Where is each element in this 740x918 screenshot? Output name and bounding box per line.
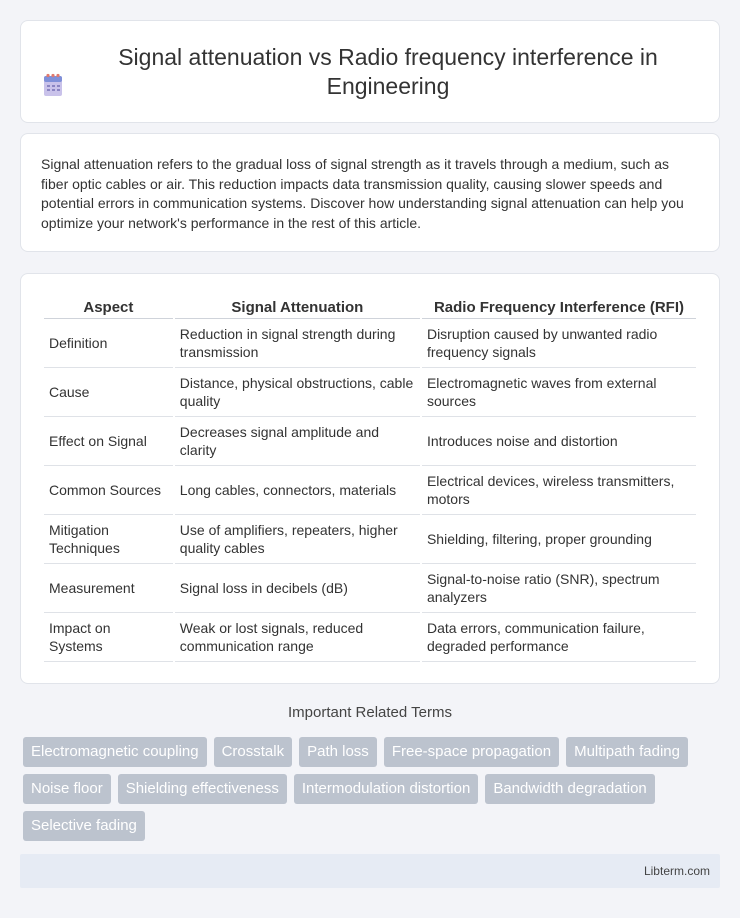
- table-cell: Signal loss in decibels (dB): [175, 564, 420, 613]
- related-term-tag[interactable]: Electromagnetic coupling: [23, 737, 207, 767]
- table-row: [44, 368, 696, 417]
- table-row: [44, 466, 696, 515]
- table-cell: Impact on Systems: [44, 613, 173, 662]
- table-cell: Measurement: [44, 564, 173, 613]
- footer-site-link[interactable]: Libterm.com: [643, 864, 710, 878]
- table-cell: Disruption caused by unwanted radio frequency signals: [422, 319, 696, 368]
- related-term-tag[interactable]: Bandwidth degradation: [485, 774, 654, 804]
- related-term-tag[interactable]: Path loss: [299, 737, 377, 767]
- table-cell: Definition: [44, 319, 173, 368]
- related-term-tag[interactable]: Noise floor: [23, 774, 111, 804]
- header-rfi: Radio Frequency Interference (RFI): [422, 296, 696, 319]
- table-cell: Distance, physical obstructions, cable quality: [175, 368, 420, 417]
- header-aspect: Aspect: [44, 296, 173, 319]
- table-cell: Mitigation Techniques: [44, 515, 173, 564]
- table-cell: Introduces noise and distortion: [422, 417, 696, 466]
- table-cell: Weak or lost signals, reduced communication range: [175, 613, 420, 662]
- title-card: [20, 20, 720, 123]
- page-title: Signal attenuation vs Radio frequency interference in Engineering: [118, 44, 658, 99]
- table-row: [44, 613, 696, 662]
- footer-bar: [20, 854, 720, 888]
- header-signal-attenuation: Signal Attenuation: [175, 296, 420, 319]
- table-row: [44, 417, 696, 466]
- related-term-tag[interactable]: Intermodulation distortion: [294, 774, 478, 804]
- related-term-tag[interactable]: Shielding effectiveness: [118, 774, 287, 804]
- table-cell: Signal-to-noise ratio (SNR), spectrum analyzers: [422, 564, 696, 613]
- table-row: [44, 515, 696, 564]
- table-cell: Reduction in signal strength during transmission: [175, 319, 420, 368]
- table-cell: Common Sources: [44, 466, 173, 515]
- related-term-tag[interactable]: Multipath fading: [566, 737, 688, 767]
- table-cell: Decreases signal amplitude and clarity: [175, 417, 420, 466]
- document-icon: [42, 73, 64, 97]
- table-cell: Data errors, communication failure, degraded performance: [422, 613, 696, 662]
- table-cell: Cause: [44, 368, 173, 417]
- intro-card: [20, 133, 720, 252]
- table-row: [44, 319, 696, 368]
- table-cell: Shielding, filtering, proper grounding: [422, 515, 696, 564]
- table-cell: Effect on Signal: [44, 417, 173, 466]
- table-cell: Long cables, connectors, materials: [175, 466, 420, 515]
- comparison-table: [42, 296, 698, 662]
- table-cell: Use of amplifiers, repeaters, higher quality cables: [175, 515, 420, 564]
- table-cell: Electrical devices, wireless transmitters, motors: [422, 466, 696, 515]
- related-terms-list: [23, 737, 713, 848]
- related-term-tag[interactable]: Selective fading: [23, 811, 145, 841]
- comparison-table-card: [20, 273, 720, 684]
- table-header-row: [44, 296, 696, 319]
- related-term-tag[interactable]: Free-space propagation: [384, 737, 559, 767]
- table-cell: Electromagnetic waves from external sources: [422, 368, 696, 417]
- related-term-tag[interactable]: Crosstalk: [214, 737, 293, 767]
- intro-paragraph: Signal attenuation refers to the gradual loss of signal strength as it travels through a medium, such as fiber optic cables or air. This reduction impacts data transmission quality, causing slower speeds and potential errors in communication systems. Discover how understanding signal attenuation can help you optimize your network's performance in the rest of this article.: [41, 156, 684, 231]
- related-terms-title: Important Related Terms: [288, 704, 452, 721]
- table-row: [44, 564, 696, 613]
